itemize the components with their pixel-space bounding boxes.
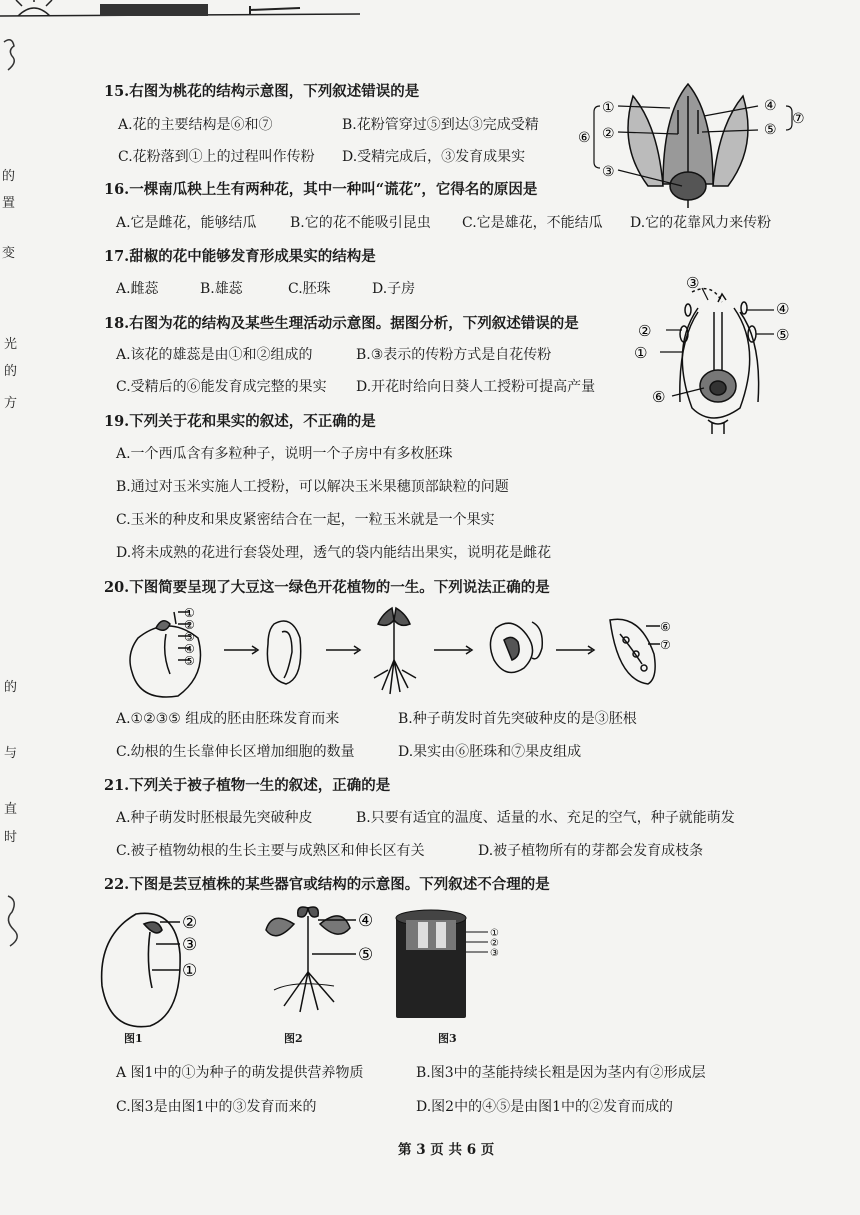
process-label: ③: [686, 274, 700, 292]
question-21-stem: 21.下列关于被子植物一生的叙述，正确的是: [104, 777, 391, 794]
flower-process-diagram: [632, 272, 812, 442]
question-18-stem: 18.右图为花的结构及某些生理活动示意图。据图分析，下列叙述错误的是: [104, 315, 579, 332]
question-17-option-d: D.子房: [372, 281, 416, 297]
header-redaction-bar: [100, 4, 208, 16]
peach-label: ③: [602, 164, 615, 180]
question-19-option-d: D.将未成熟的花进行套袋处理，透气的袋内能结出果实，说明花是雌花: [116, 545, 552, 561]
fig3-label: ①: [490, 928, 499, 939]
question-20-option-d: D.果实由⑥胚珠和⑦果皮组成: [398, 744, 582, 760]
question-15-option-d: D.受精完成后，③发育成果实: [342, 149, 526, 165]
process-label: ⑥: [652, 388, 666, 406]
question-22-option-c: C.图3是由图1中的③发育而来的: [116, 1099, 317, 1115]
question-22-option-a: A 图1中的①为种子的萌发提供营养物质: [116, 1065, 364, 1081]
question-18-option-a: A.该花的雄蕊是由①和②组成的: [116, 347, 313, 363]
question-20-stem: 20.下图简要呈现了大豆这一绿色开花植物的一生。下列说法正确的是: [104, 579, 550, 596]
margin-fragment: 变: [2, 246, 16, 261]
margin-fragment: 时: [4, 830, 18, 845]
margin-fragment: 置: [2, 196, 16, 211]
margin-fragment: 直: [4, 802, 18, 817]
soybean-label: ③: [184, 630, 195, 644]
soybean-label: ⑥: [660, 620, 671, 634]
margin-fragment: 与: [4, 746, 18, 761]
soybean-label: ②: [184, 618, 195, 632]
kidney-bean-fig3-stem-section: [392, 908, 512, 1028]
question-19-option-c: C.玉米的种皮和果皮紧密结合在一起，一粒玉米就是一个果实: [116, 512, 495, 528]
question-18-option-b: B.③表示的传粉方式是自花传粉: [356, 347, 552, 363]
question-18-option-c: C.受精后的⑥能发育成完整的果实: [116, 379, 327, 395]
margin-fragment: 方: [4, 396, 18, 411]
margin-fragment: 的: [2, 169, 16, 184]
question-15-option-b: B.花粉管穿过⑤到达③完成受精: [342, 117, 539, 133]
question-19-stem: 19.下列关于花和果实的叙述，不正确的是: [104, 413, 376, 430]
fig3-label: ②: [490, 938, 499, 949]
question-17-option-c: C.胚珠: [288, 281, 331, 297]
peach-label: ⑤: [764, 122, 777, 138]
question-21-option-c: C.被子植物幼根的生长主要与成熟区和伸长区有关: [116, 843, 425, 859]
question-18-option-d: D.开花时给向日葵人工授粉可提高产量: [356, 379, 596, 395]
question-16-option-a: A.它是雌花，能够结瓜: [116, 215, 257, 231]
question-22-option-b: B.图3中的茎能持续长粗是因为茎内有②形成层: [416, 1065, 706, 1081]
question-22-stem: 22.下图是芸豆植株的某些器官或结构的示意图。下列叙述不合理的是: [104, 876, 550, 893]
page-number: 第 3 页 共 6 页: [398, 1142, 495, 1158]
question-17-option-a: A.雌蕊: [116, 281, 159, 297]
question-19-option-b: B.通过对玉米实施人工授粉，可以解决玉米果穗顶部缺粒的问题: [116, 479, 509, 495]
peach-label: ④: [764, 98, 777, 114]
margin-fragment: 的: [4, 364, 18, 379]
process-label: ①: [634, 344, 648, 362]
question-22-option-d: D.图2中的④⑤是由图1中的②发育而成的: [416, 1099, 673, 1115]
question-16-option-b: B.它的花不能吸引昆虫: [290, 215, 431, 231]
peach-label: ⑥: [578, 130, 591, 146]
peach-flower-diagram: [578, 76, 805, 206]
figure-caption: 图1: [124, 1032, 143, 1045]
question-15-stem: 15.右图为桃花的结构示意图，下列叙述错误的是: [104, 83, 420, 100]
question-17-stem: 17.甜椒的花中能够发育形成果实的结构是: [104, 248, 376, 265]
question-15-option-a: A.花的主要结构是⑥和⑦: [118, 117, 273, 133]
soybean-life-cycle-diagram: [126, 604, 726, 700]
soybean-label: ⑦: [660, 638, 671, 652]
fig1-label: ①: [182, 961, 198, 981]
fig1-label: ②: [182, 913, 198, 933]
fig2-label: ⑤: [358, 945, 374, 965]
margin-fragment: 光: [4, 337, 18, 352]
question-21-option-b: B.只要有适宜的温度、适量的水、充足的空气，种子就能萌发: [356, 810, 735, 826]
process-label: ⑤: [776, 326, 790, 344]
peach-label: ⑦: [792, 111, 805, 127]
fig3-label: ③: [490, 948, 499, 959]
question-20-option-b: B.种子萌发时首先突破种皮的是③胚根: [398, 711, 637, 727]
soybean-label: ⑤: [184, 654, 195, 668]
question-20-option-c: C.幼根的生长靠伸长区增加细胞的数量: [116, 744, 355, 760]
question-21-option-d: D.被子植物所有的芽都会发育成枝条: [478, 843, 704, 859]
question-16-option-c: C.它是雄花，不能结瓜: [462, 215, 603, 231]
question-16-stem: 16.一棵南瓜秧上生有两种花，其中一种叫“谎花”，它得名的原因是: [104, 181, 538, 198]
question-21-option-a: A.种子萌发时胚根最先突破种皮: [116, 810, 313, 826]
question-17-option-b: B.雄蕊: [200, 281, 243, 297]
margin-sketch: [0, 890, 30, 950]
question-15-option-c: C.花粉落到①上的过程叫作传粉: [118, 149, 315, 165]
peach-label: ①: [602, 100, 615, 116]
fig1-label: ③: [182, 935, 198, 955]
header-sun-sketch: [0, 0, 860, 40]
soybean-label: ④: [184, 642, 195, 656]
figure-caption: 图3: [438, 1032, 457, 1045]
fig2-label: ④: [358, 911, 374, 931]
figure-caption: 图2: [284, 1032, 303, 1045]
peach-label: ②: [602, 126, 615, 142]
kidney-bean-fig1: [96, 904, 226, 1034]
question-19-option-a: A.一个西瓜含有多粒种子，说明一个子房中有多枚胚珠: [116, 446, 453, 462]
kidney-bean-fig2: [254, 902, 394, 1022]
margin-squiggle: [0, 36, 30, 76]
process-label: ④: [776, 300, 790, 318]
process-label: ②: [638, 322, 652, 340]
question-16-option-d: D.它的花靠风力来传粉: [630, 215, 772, 231]
margin-fragment: 的: [4, 680, 18, 695]
question-20-option-a: A.①②③⑤ 组成的胚由胚珠发育而来: [116, 711, 340, 727]
soybean-label: ①: [184, 606, 195, 620]
